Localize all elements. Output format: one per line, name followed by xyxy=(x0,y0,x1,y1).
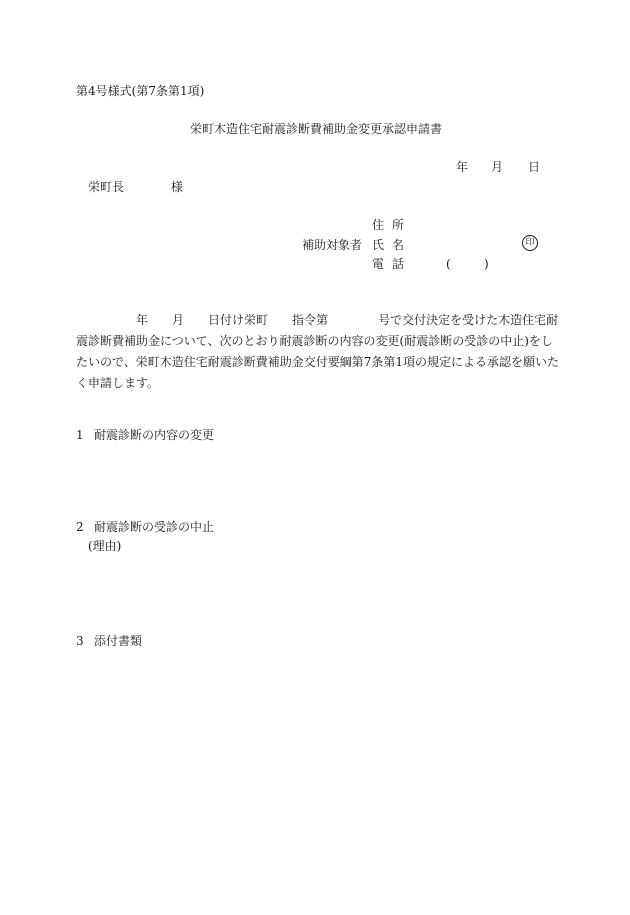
name-label: 氏名 xyxy=(372,238,413,252)
date-year-label: 年 xyxy=(456,160,469,174)
section-1-title: 耐震診断の内容の変更 xyxy=(94,428,215,442)
section-3-title: 添付書類 xyxy=(94,634,143,648)
section-2-title: 耐震診断の受診の中止 xyxy=(94,520,215,534)
section-2-reason: (理由) xyxy=(88,539,122,553)
body-directive: 指令第 xyxy=(292,313,329,327)
body-line-1 xyxy=(76,310,559,331)
phone-paren-open: ( xyxy=(446,257,451,271)
phone-label: 電話 xyxy=(372,257,413,271)
body-dated: 日付け栄町 xyxy=(208,313,269,327)
date-month-label: 月 xyxy=(491,160,504,174)
phone-paren-close: ) xyxy=(484,257,489,271)
section-2 xyxy=(76,519,214,535)
section-3-number: 3 xyxy=(76,634,84,648)
form-number: 第4号様式(第7条第1項) xyxy=(76,84,205,98)
section-1 xyxy=(76,427,214,443)
section-1-number: 1 xyxy=(76,428,84,442)
request-body xyxy=(76,310,560,394)
addressee-name: 栄町長 xyxy=(88,180,125,194)
body-month: 月 xyxy=(172,313,185,327)
seal-icon: 印 xyxy=(522,235,538,251)
body-line-2: 震診断費補助金について、次のとおり耐震診断の内容の変更(耐震診断の受診の中止)をし xyxy=(76,334,553,348)
section-3 xyxy=(76,633,142,649)
section-2-number: 2 xyxy=(76,520,84,534)
document-title: 栄町木造住宅耐震診断費補助金変更承認申請書 xyxy=(190,122,443,136)
date-day-label: 日 xyxy=(528,160,541,174)
applicant-label: 補助対象者 xyxy=(302,238,363,252)
body-line-1-rest: 号で交付決定を受けた木造住宅耐 xyxy=(378,313,559,327)
addressee-honorific: 様 xyxy=(171,180,184,194)
body-year: 年 xyxy=(136,313,149,327)
body-line-3: たいので、栄町木造住宅耐震診断費補助金交付要綱第7条第1項の規定による承認を願いた xyxy=(76,355,560,369)
body-line-4: く申請します。 xyxy=(76,376,160,390)
address-label: 住所 xyxy=(372,218,413,232)
